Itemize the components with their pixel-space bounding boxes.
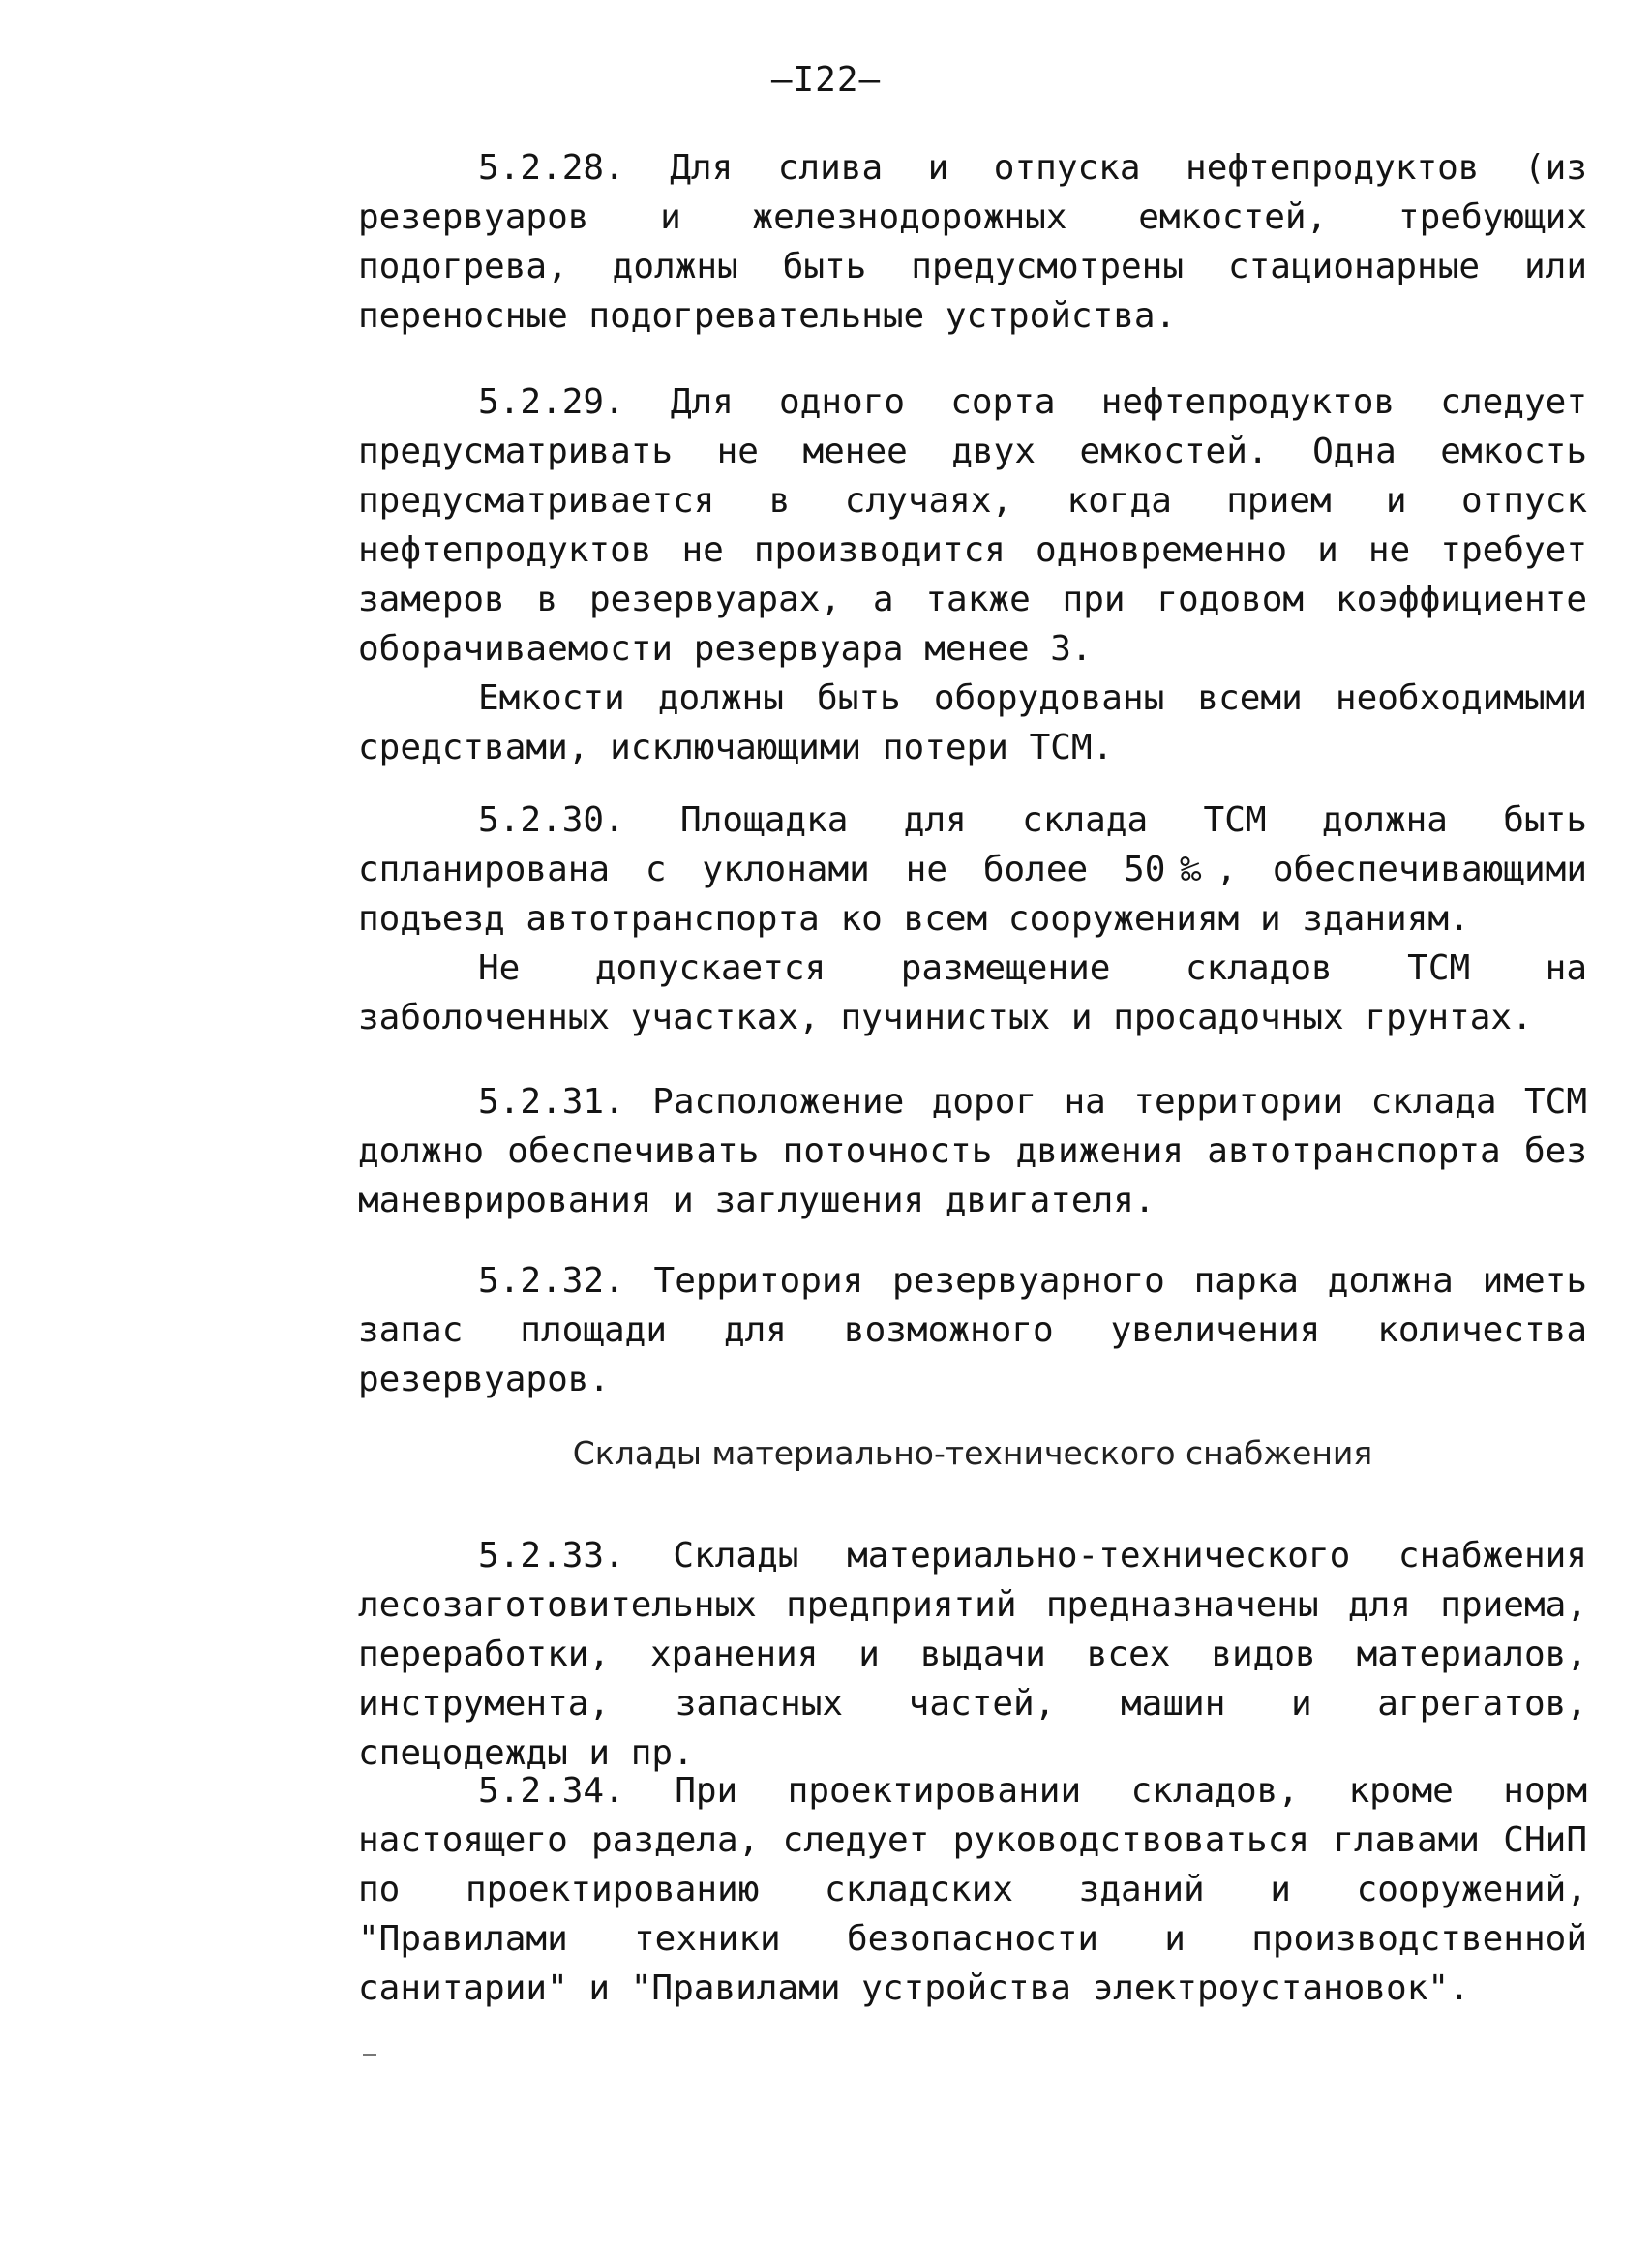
clause-5-2-31 — [358, 1077, 1587, 1225]
clause-paragraph: Не допускается размещение складов ТСМ на заболоченных участках, пучинистых и просадочных грунтах. — [358, 948, 1587, 1037]
section-heading: Склады материально-технического снабжения — [572, 1434, 1373, 1472]
scan-mark — [363, 2054, 376, 2056]
page-number: —I22— — [770, 60, 882, 100]
clause-paragraph: 5.2.30. Площадка для склада ТСМ должна быть спланирована с уклонами не более 50‰, обеспечивающими подъезд автотранспорта ко всем сооружениям и зданиям. — [358, 800, 1587, 939]
clause-paragraph: Емкости должны быть оборудованы всеми необходимыми средствами, исключающими потери ТСМ. — [358, 678, 1587, 767]
clause-paragraph: 5.2.32. Территория резервуарного парка должна иметь запас площади для возможного увеличения количества резервуаров. — [358, 1261, 1587, 1399]
clause-paragraph: 5.2.34. При проектировании складов, кроме норм настоящего раздела, следует руководствоваться главами СНиП по проектированию складских зданий и сооружений, "Правилами техники безопасности и производственной санитарии" и "Правилами устройства электроустановок". — [358, 1771, 1587, 2008]
clause-paragraph: 5.2.29. Для одного сорта нефтепродуктов следует предусматривать не менее двух емкостей. Одна емкость предусматривается в случаях, когда прием и отпуск нефтепродуктов не производится одновременно и не требует замеров в резервуарах, а также при годовом коэффициенте оборачиваемости резервуара менее 3. — [358, 382, 1587, 669]
clause-5-2-33 — [358, 1531, 1587, 1778]
clause-5-2-34 — [358, 1766, 1587, 2013]
clause-5-2-29 — [358, 377, 1587, 772]
clause-5-2-30 — [358, 795, 1587, 1042]
clause-paragraph: 5.2.31. Расположение дорог на территории склада ТСМ должно обеспечивать поточность движения автотранспорта без маневрирования и заглушения двигателя. — [358, 1082, 1587, 1220]
clause-paragraph: 5.2.33. Склады материально-технического снабжения лесозаготовительных предприятий предназначены для приема, переработки, хранения и выдачи всех видов материалов, инструмента, запасных частей, машин и агрегатов, спецодежды и пр. — [358, 1536, 1587, 1773]
clause-paragraph: 5.2.28. Для слива и отпуска нефтепродуктов (из резервуаров и железнодорожных емкостей, требующих подогрева, должны быть предусмотрены стационарные или переносные подогревательные устройства. — [358, 148, 1587, 336]
clause-5-2-32 — [358, 1256, 1587, 1404]
clause-5-2-28 — [358, 143, 1587, 341]
